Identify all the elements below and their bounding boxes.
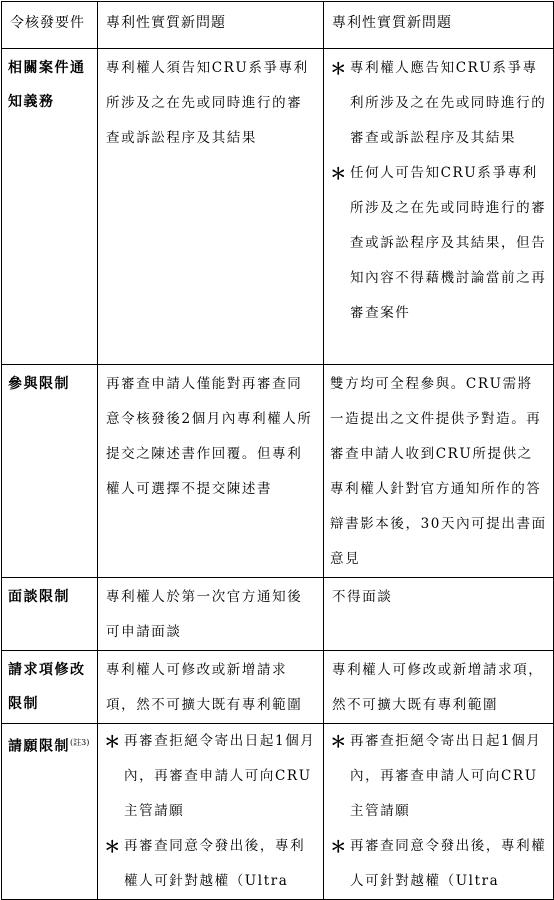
row-cell: 專利權人於第一次官方通知後可申請面談	[98, 578, 324, 651]
bullet-item: ＊ 再審查拒絕令寄出日起1個月內，再審查申請人可向CRU主管請願	[98, 724, 323, 829]
header-row	[2, 2, 554, 49]
bullet-item: ＊ 再審查同意令發出後，專利權人可針對越權（Ultra	[324, 829, 553, 899]
bullet-mark: ＊	[330, 732, 348, 751]
bullet-mark: ＊	[330, 59, 348, 78]
footnote-ref: (註3)	[70, 738, 90, 747]
row-cell	[324, 724, 554, 900]
header-col1: 令核發要件	[2, 2, 98, 49]
table-row	[2, 365, 554, 578]
row-cell: 專利權人須告知CRU系爭專利所涉及之在先或同時進行的審查或訴訟程序及其結果	[98, 49, 324, 365]
bullet-item: ＊ 再審查拒絕令寄出日起1個月內，再審查申請人可向CRU主管請願	[324, 724, 553, 829]
bullet-mark: ＊	[330, 837, 348, 856]
row-label: 請求項修改限制	[2, 651, 98, 724]
row-cell: 專利權人可修改或新增請求項，然不可擴大既有專利範圍	[324, 651, 554, 724]
table-row	[2, 651, 554, 724]
row-cell: 不得面談	[324, 578, 554, 651]
row-cell	[324, 49, 554, 365]
header-col2: 專利性實質新問題	[98, 2, 324, 49]
bullet-mark: ＊	[330, 164, 348, 183]
bullet-mark: ＊	[104, 837, 122, 856]
bullet-item: ＊ 再審查同意令發出後，專利權人可針對越權（Ultra	[98, 829, 323, 899]
comparison-table	[1, 1, 554, 900]
bullet-item: ＊ 專利權人應告知CRU系爭專利所涉及之在先或同時進行的審查或訴訟程序及其結果	[324, 51, 553, 156]
row-cell: 專利權人可修改或新增請求項，然不可擴大既有專利範圍	[98, 651, 324, 724]
row-label: 面談限制	[2, 578, 98, 651]
bullet-item: ＊ 任何人可告知CRU系爭專利所涉及之在先或同時進行的審查或訴訟程序及其結果，但告知內容不得藉機討論當前之再審查案件	[324, 156, 553, 331]
table-row	[2, 578, 554, 651]
header-col3: 專利性實質新問題	[324, 2, 554, 49]
row-cell: 再審查申請人僅能對再審查同意令核發後2個月內專利權人所提交之陳述書作回覆。但專利權人可選擇不提交陳述書	[98, 365, 324, 578]
bullet-mark: ＊	[104, 732, 122, 751]
row-label: 相關案件通知義務	[2, 49, 98, 365]
table-row	[2, 724, 554, 900]
row-cell: 雙方均可全程參與。CRU需將一造提出之文件提供予對造。再審查申請人收到CRU所提供之專利權人針對官方通知所作的答辯書影本後，30天內可提出書面意見	[324, 365, 554, 578]
row-label: 參與限制	[2, 365, 98, 578]
row-cell	[98, 724, 324, 900]
row-label: 請願限制$^{(註3)}$	[2, 724, 98, 900]
table-row	[2, 49, 554, 365]
